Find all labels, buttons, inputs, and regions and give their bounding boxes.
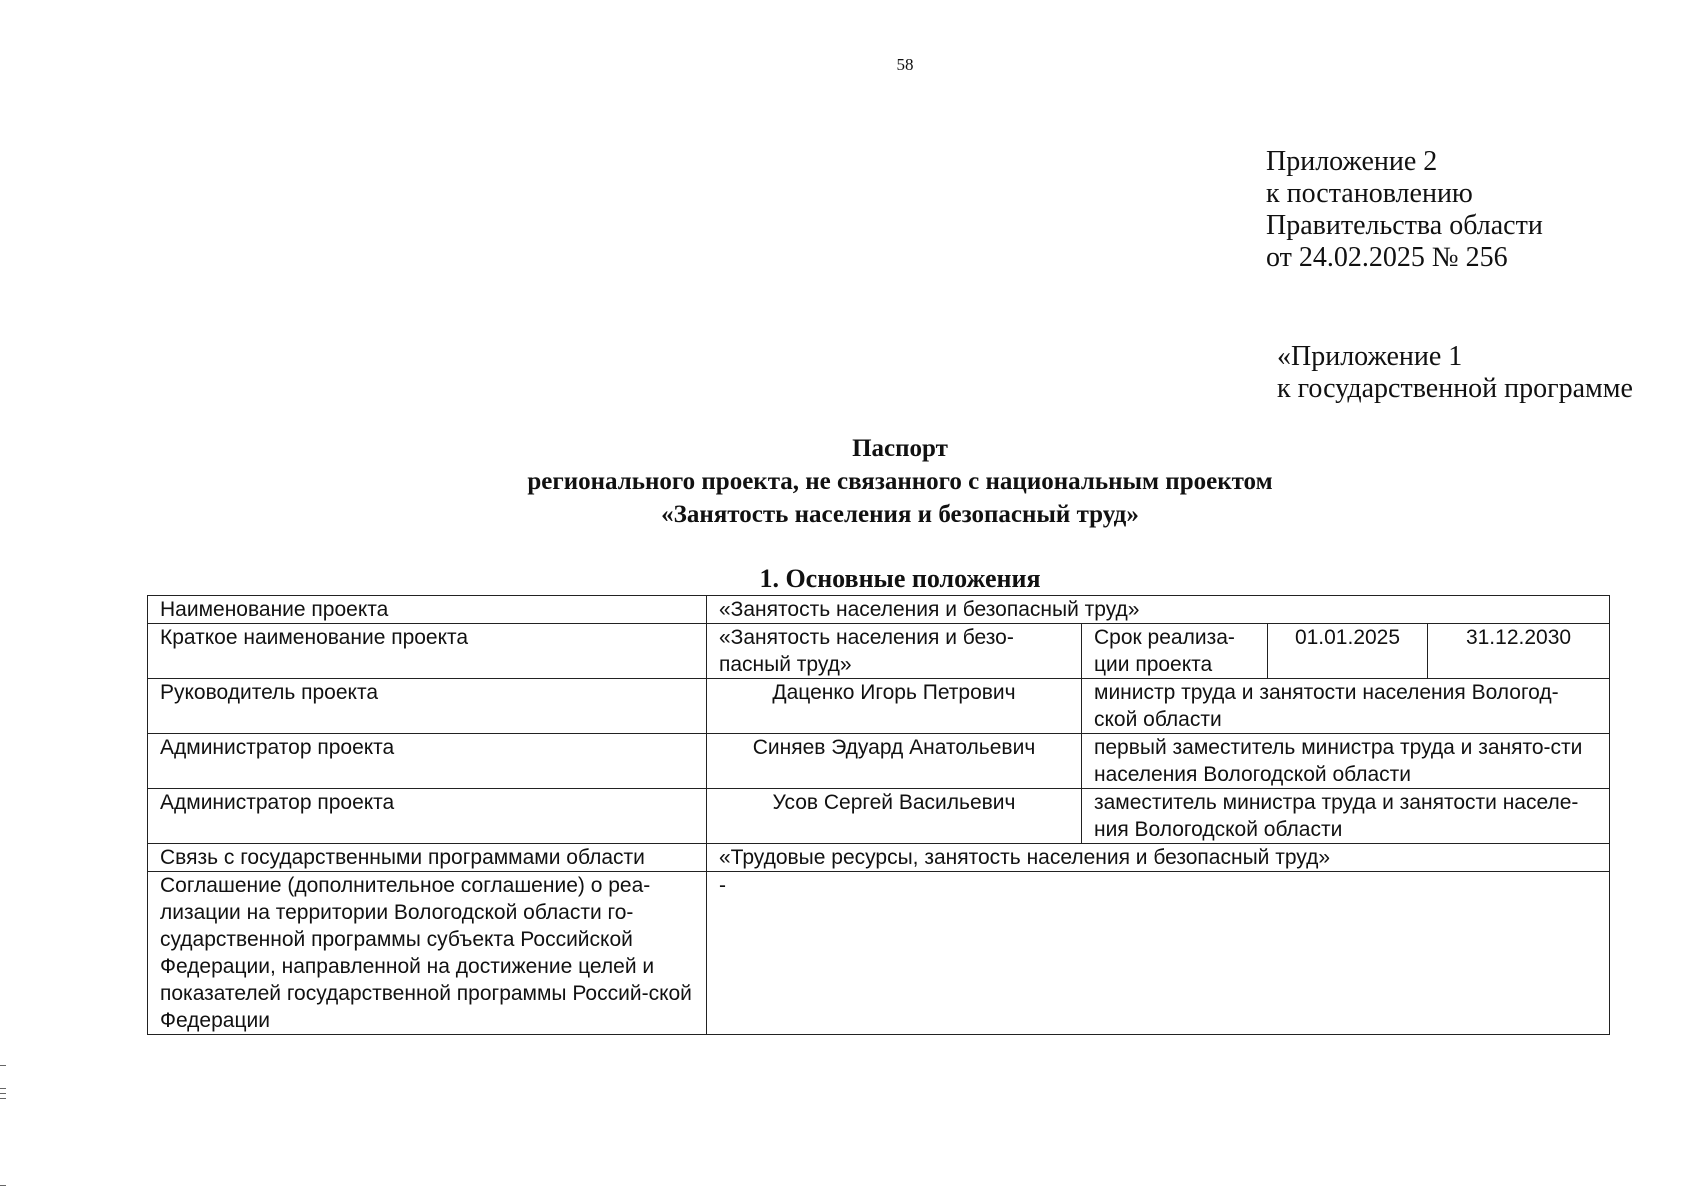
admin-2-position: заместитель министра труда и занятости населе-ния Вологодской области: [1082, 789, 1610, 844]
table-row-programs: [148, 844, 1610, 872]
table-row-agreement: [148, 872, 1610, 1035]
term-start: 01.01.2025: [1268, 624, 1428, 679]
margin-mark: [0, 1065, 6, 1066]
agreement-label: Соглашение (дополнительное соглашение) о реа-лизации на территории Вологодской области го-сударственной программы субъекта Российской Федерации, направленной на достижение целей и показателей государственной программы Россий-ской Федерации: [148, 872, 707, 1035]
appendix-1-line: «Приложение 1: [1277, 341, 1463, 372]
term-label: Срок реализа-ции проекта: [1082, 624, 1268, 679]
margin-mark: [0, 1098, 6, 1099]
programs-label: Связь с государственными программами области: [148, 844, 707, 872]
short-name-value: «Занятость населения и безо-пасный труд»: [707, 624, 1082, 679]
title-line-1: Паспорт: [852, 435, 948, 462]
project-name-value: «Занятость населения и безопасный труд»: [707, 596, 1610, 624]
margin-mark: [0, 1088, 6, 1089]
table-row-short-name: [148, 624, 1610, 679]
document-title: [0, 432, 1697, 531]
page-number: 58: [896, 55, 914, 74]
admin-1-name: Синяев Эдуард Анатольевич: [707, 734, 1082, 789]
table-row-project-name: [148, 596, 1610, 624]
margin-mark: [0, 1185, 6, 1186]
agreement-value: -: [707, 872, 1610, 1035]
admin-1-position: первый заместитель министра труда и занято-сти населения Вологодской области: [1082, 734, 1610, 789]
section-heading: 1. Основные положения: [759, 564, 1041, 593]
table-row-admin-2: [148, 789, 1610, 844]
appendix-1-header: [1277, 341, 1633, 405]
admin-1-label: Администратор проекта: [148, 734, 707, 789]
programs-value: «Трудовые ресурсы, занятость населения и безопасный труд»: [707, 844, 1610, 872]
table-row-admin-1: [148, 734, 1610, 789]
margin-mark: [0, 1093, 6, 1094]
table-row-head: [148, 679, 1610, 734]
project-name-label: Наименование проекта: [148, 596, 707, 624]
head-name: Даценко Игорь Петрович: [707, 679, 1082, 734]
appendix-2-line: Приложение 2: [1266, 146, 1438, 177]
admin-2-label: Администратор проекта: [148, 789, 707, 844]
appendix-2-line: к постановлению: [1266, 178, 1473, 209]
appendix-2-line: Правительства области: [1266, 210, 1543, 241]
head-position: министр труда и занятости населения Вологод-ской области: [1082, 679, 1610, 734]
passport-table: [147, 595, 1610, 1035]
admin-2-name: Усов Сергей Васильевич: [707, 789, 1082, 844]
head-label: Руководитель проекта: [148, 679, 707, 734]
appendix-1-line: к государственной программе: [1277, 373, 1633, 404]
appendix-2-line: от 24.02.2025 № 256: [1266, 242, 1508, 273]
title-line-2: регионального проекта, не связанного с национальным проектом: [527, 468, 1273, 495]
appendix-2-header: [1266, 146, 1543, 274]
short-name-label: Краткое наименование проекта: [148, 624, 707, 679]
term-end: 31.12.2030: [1428, 624, 1610, 679]
title-line-3: «Занятость населения и безопасный труд»: [661, 501, 1139, 528]
